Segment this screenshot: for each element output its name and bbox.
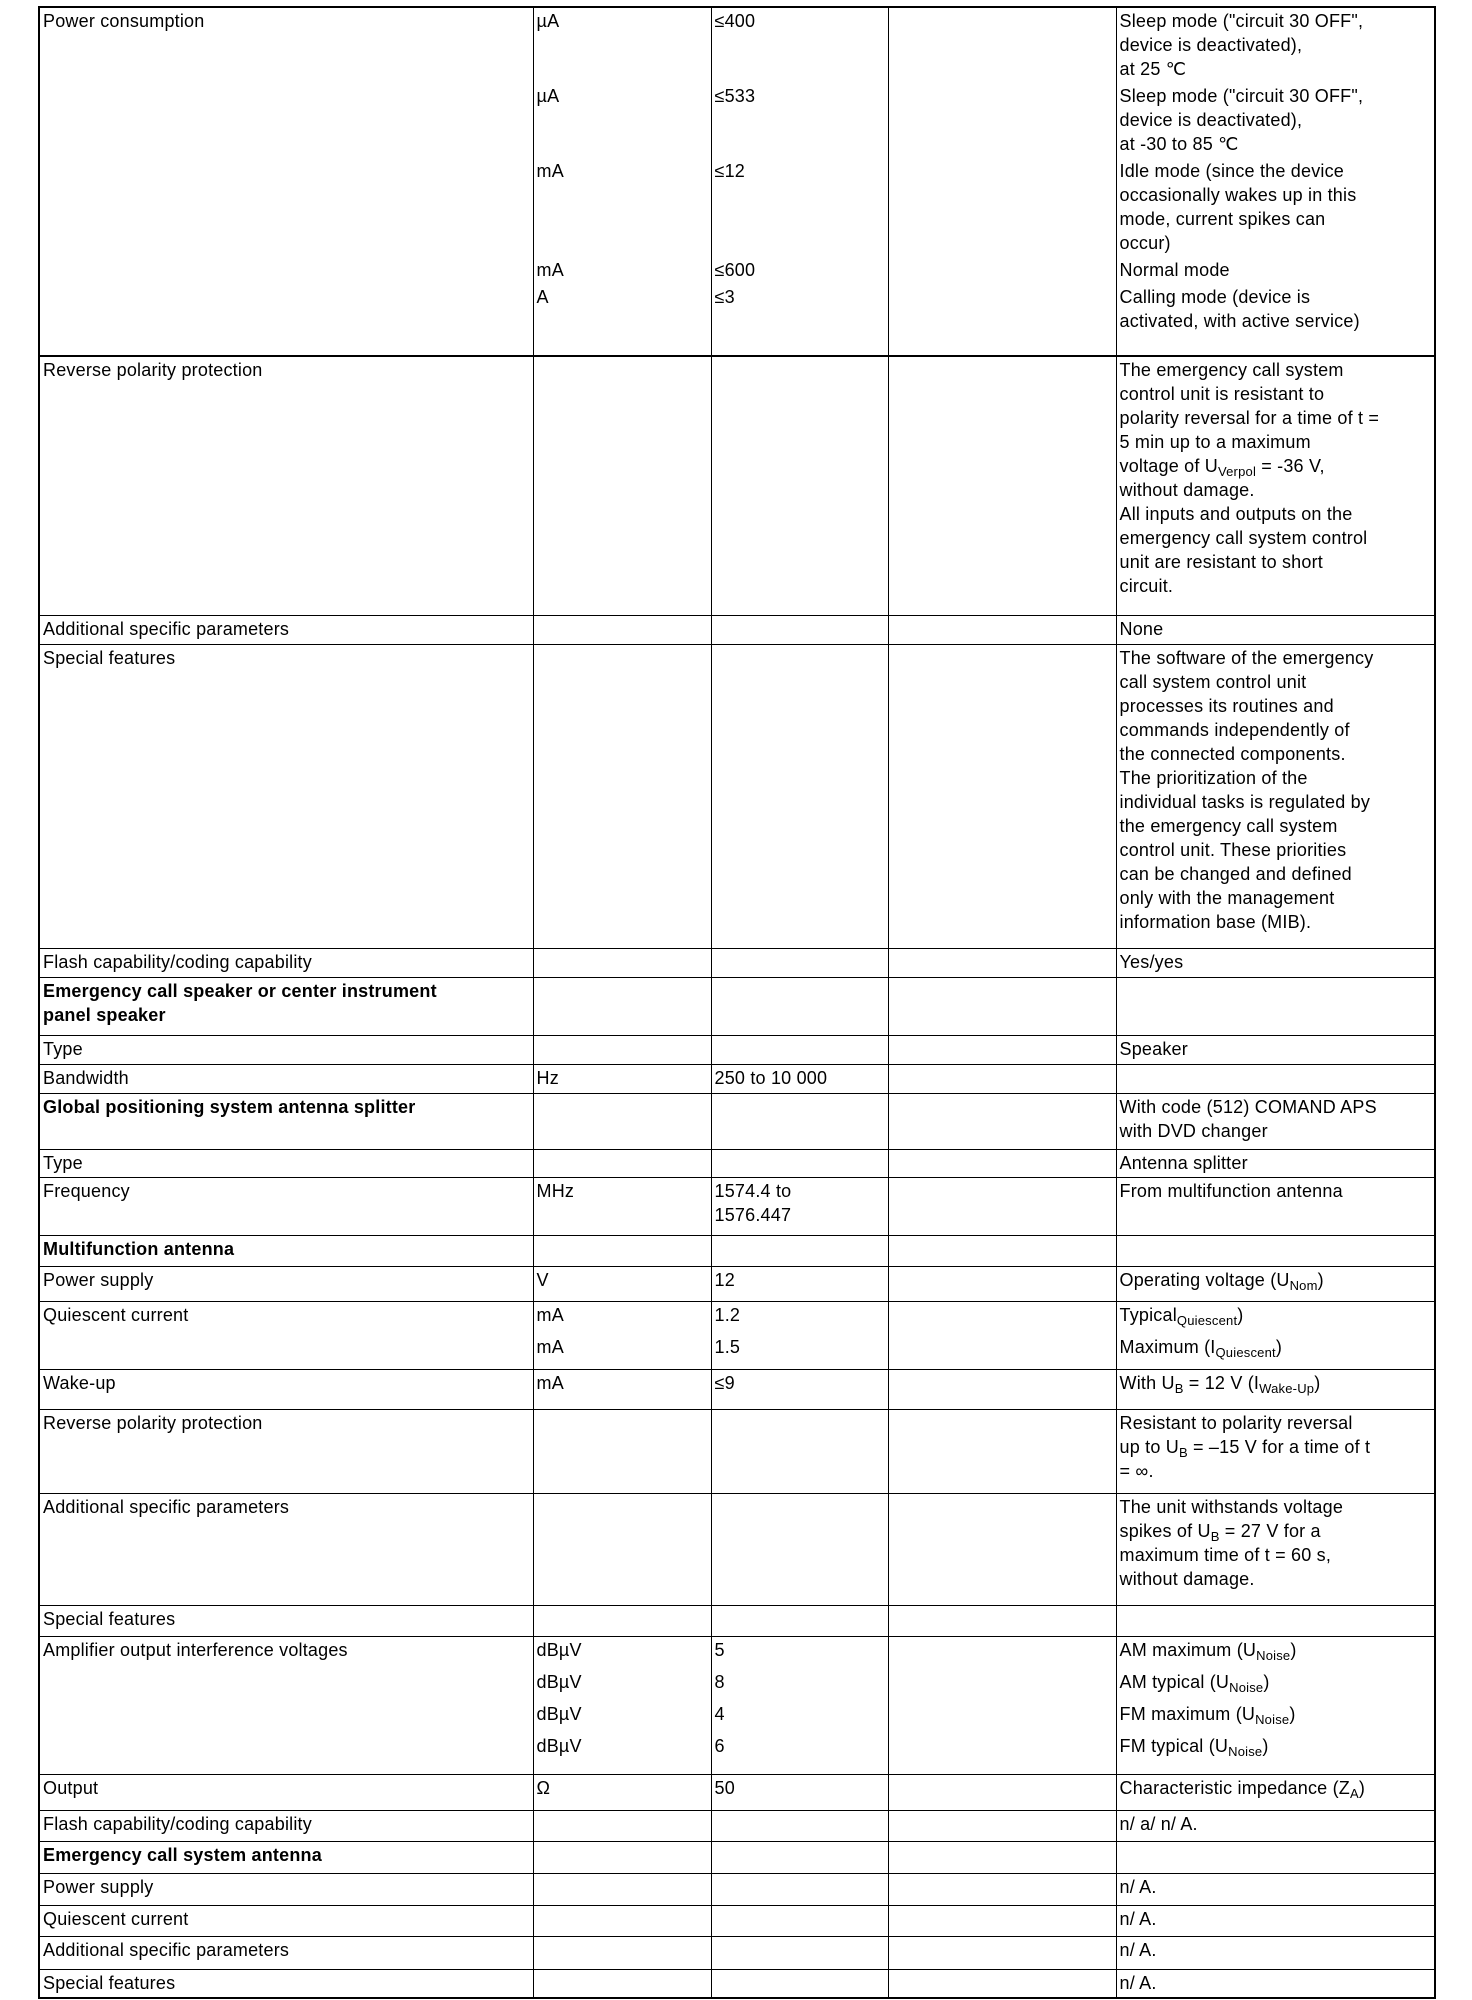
note [1120, 646, 1432, 934]
parameter-cell: Wake-up [39, 1369, 533, 1409]
note [1120, 1151, 1432, 1175]
table-row [39, 1093, 1435, 1149]
value-cell [711, 1936, 888, 1969]
blank-cell [888, 615, 1116, 644]
note-cell [1116, 1969, 1435, 1998]
parameter-cell: Quiescent current [39, 1301, 533, 1369]
table-row [39, 948, 1435, 977]
note-text: With code (512) COMAND APS with DVD changer [1119, 1096, 1377, 1141]
unit-cell [533, 1841, 711, 1873]
parameter-cell: Power supply [39, 1873, 533, 1905]
note [1120, 1638, 1432, 1670]
note-text: ) [1358, 1777, 1366, 1798]
blank-cell [888, 644, 1116, 948]
unit: dBµV [536, 1639, 582, 1660]
note-text: ) [1317, 1269, 1324, 1290]
unit-cell [533, 1266, 711, 1301]
note-text: Idle mode (since the device occasionally wakes up in this mode, current spikes can occur) [1119, 161, 1357, 253]
note [1120, 1335, 1432, 1367]
value-cell [711, 7, 888, 356]
blank-cell [888, 1369, 1116, 1409]
value: ≤12 [714, 161, 746, 181]
table-row [39, 1493, 1435, 1605]
note-subscript: Noise [1256, 1647, 1291, 1663]
note [1120, 285, 1432, 333]
note-text: Sleep mode ("circuit 30 OFF", device is deactivated), at 25 ℃ [1119, 11, 1364, 79]
note-text: None [1119, 618, 1164, 639]
value: ≤600 [714, 260, 756, 280]
unit: µA [536, 86, 560, 106]
parameter-cell: Frequency [39, 1177, 533, 1235]
unit-cell [533, 1149, 711, 1177]
blank-cell [888, 1936, 1116, 1969]
table-row [39, 1409, 1435, 1493]
unit-cell [533, 1409, 711, 1493]
note-text: Typical [1119, 1304, 1177, 1325]
note-text: n/ A. [1119, 1876, 1157, 1897]
table-row [39, 1841, 1435, 1873]
parameter-cell: Special features [39, 1605, 533, 1636]
value: ≤400 [714, 11, 756, 31]
note [1120, 1734, 1432, 1766]
note-text: ) [1314, 1372, 1321, 1393]
blank-cell [888, 1093, 1116, 1149]
unit-cell: Hz [533, 1064, 711, 1093]
table-row [39, 1301, 1435, 1369]
note-text: Maximum (I [1119, 1336, 1216, 1357]
unit: µA [536, 11, 560, 31]
value: ≤3 [714, 287, 735, 307]
parameter-cell: Special features [39, 644, 533, 948]
note-cell [1116, 7, 1435, 356]
note-cell [1116, 615, 1435, 644]
blank-cell [888, 1873, 1116, 1905]
note [1120, 1812, 1432, 1836]
note-cell [1116, 1064, 1435, 1093]
note-text: Sleep mode ("circuit 30 OFF", device is deactivated), at -30 to 85 ℃ [1119, 86, 1364, 154]
unit [537, 617, 708, 641]
note-text: ) [1263, 1671, 1270, 1692]
value: 12 [714, 1269, 735, 1290]
note [1120, 950, 1432, 974]
note [1120, 1971, 1432, 1995]
note-cell [1116, 1810, 1435, 1841]
blank-cell [888, 1035, 1116, 1064]
note [1120, 1411, 1432, 1483]
value-cell [711, 644, 888, 948]
note-cell [1116, 1235, 1435, 1266]
blank-cell [888, 1266, 1116, 1301]
value-cell [711, 1093, 888, 1149]
note [1120, 1495, 1432, 1591]
blank-cell [888, 1774, 1116, 1810]
parameter-cell: Flash capability/coding capability [39, 948, 533, 977]
note-text: FM typical (U [1119, 1735, 1229, 1756]
note-cell [1116, 1873, 1435, 1905]
note-text: The software of the emergency call system control unit processes its routines and commands independently of the connected components. The prioritization of the individual tasks is regulated by the emergency call system control unit. These priorities can be changed and defined only with the management information base (MIB). [1119, 647, 1374, 932]
unit: Ω [536, 1777, 551, 1798]
blank-cell [888, 1409, 1116, 1493]
value-cell [711, 1905, 888, 1936]
note-subscript: Noise [1255, 1711, 1290, 1727]
value [715, 1411, 885, 1483]
note-subscript: Quiescent [1176, 1312, 1238, 1328]
table-row [39, 1605, 1435, 1636]
note-subscript: Noise [1228, 1743, 1263, 1759]
unit-cell [533, 1605, 711, 1636]
note-text: Characteristic impedance (Z [1119, 1777, 1350, 1798]
note [1120, 1037, 1432, 1061]
unit-cell [533, 1774, 711, 1810]
unit [537, 1938, 708, 1962]
value-cell [711, 1493, 888, 1605]
note-cell [1116, 1493, 1435, 1605]
value-cell [711, 1266, 888, 1301]
value [715, 1495, 885, 1591]
value: 4 [714, 1703, 725, 1724]
unit-cell [533, 1636, 711, 1774]
unit [537, 1495, 708, 1591]
unit-cell [533, 1873, 711, 1905]
unit [537, 1907, 708, 1931]
note [1120, 617, 1432, 641]
table-row [39, 1969, 1435, 1998]
note-text: ) [1237, 1304, 1244, 1325]
value: ≤533 [714, 86, 756, 106]
note-subscript: Verpol [1217, 464, 1257, 479]
value-cell [711, 1636, 888, 1774]
note-text: n/ A. [1119, 1908, 1157, 1929]
value-cell [711, 1235, 888, 1266]
note-text: From multifunction antenna [1119, 1180, 1343, 1201]
note-subscript: B [1174, 1380, 1184, 1396]
note-subscript: Noise [1229, 1679, 1264, 1695]
note [1120, 1268, 1432, 1292]
note [1120, 1179, 1432, 1203]
note-text: FM maximum (U [1119, 1703, 1256, 1724]
note-cell [1116, 1605, 1435, 1636]
parameter-cell: Output [39, 1774, 533, 1810]
note [1120, 1938, 1432, 1962]
unit: mA [536, 260, 564, 280]
note-subscript: Nom [1289, 1277, 1318, 1293]
note [1120, 1907, 1432, 1931]
table-row [39, 1636, 1435, 1774]
unit-cell [533, 1035, 711, 1064]
table-row [39, 1235, 1435, 1266]
blank-cell [888, 1301, 1116, 1369]
parameter-cell: Type [39, 1035, 533, 1064]
unit: mA [536, 1372, 564, 1393]
note-cell [1116, 1177, 1435, 1235]
value-cell [711, 977, 888, 1035]
unit [537, 950, 708, 974]
parameter-cell: Bandwidth [39, 1064, 533, 1093]
parameter-cell: Reverse polarity protection [39, 1409, 533, 1493]
value [715, 646, 885, 934]
note-text: With U [1119, 1372, 1175, 1393]
value [715, 1151, 885, 1175]
value-cell [711, 1969, 888, 1998]
note-cell [1116, 1936, 1435, 1969]
note-text: Resistant to polarity reversal up to U [1119, 1412, 1353, 1457]
unit-cell [533, 1810, 711, 1841]
parameter-cell: Additional specific parameters [39, 1493, 533, 1605]
unit-cell [533, 1235, 711, 1266]
blank-cell [888, 948, 1116, 977]
parameter-cell: Quiescent current [39, 1905, 533, 1936]
note-cell [1116, 1409, 1435, 1493]
note [1120, 1670, 1432, 1702]
note [1120, 1095, 1432, 1143]
note-text: = –15 V for a time of t = ∞. [1119, 1436, 1371, 1481]
unit [537, 1971, 708, 1995]
blank-cell [888, 1810, 1116, 1841]
note-cell [1116, 1266, 1435, 1301]
note-cell [1116, 1093, 1435, 1149]
parameter-cell: Flash capability/coding capability [39, 1810, 533, 1841]
unit-cell [533, 7, 711, 356]
value: 50 [714, 1777, 735, 1798]
unit-cell [533, 1905, 711, 1936]
value-cell [711, 1841, 888, 1873]
note-subscript: B [1178, 1444, 1188, 1460]
note-text: = 27 V for a maximum time of t = 60 s, without damage. [1119, 1520, 1332, 1589]
note [1120, 1371, 1432, 1395]
note [1120, 159, 1432, 255]
value-cell [711, 1035, 888, 1064]
value-cell [711, 1774, 888, 1810]
value-cell [711, 1810, 888, 1841]
parameter-cell: Additional specific parameters [39, 615, 533, 644]
unit [537, 1875, 708, 1899]
parameter-cell: Global positioning system antenna splitter [39, 1093, 533, 1149]
parameter-cell: Power supply [39, 1266, 533, 1301]
value [715, 1907, 885, 1931]
specifications-table [38, 6, 1436, 1999]
value: 1574.4 to 1576.447 [714, 1180, 792, 1225]
note-text: AM maximum (U [1119, 1639, 1257, 1660]
value [715, 1812, 885, 1836]
unit-cell [533, 356, 711, 615]
value [715, 1875, 885, 1899]
unit [537, 1037, 708, 1061]
note-subscript: A [1349, 1785, 1359, 1801]
blank-cell [888, 1636, 1116, 1774]
note-cell [1116, 1369, 1435, 1409]
value-cell [711, 1149, 888, 1177]
unit: V [536, 1269, 549, 1290]
value-cell [711, 1301, 888, 1369]
note-cell [1116, 1636, 1435, 1774]
blank-cell [888, 1493, 1116, 1605]
table-row [39, 356, 1435, 615]
unit-cell [533, 1493, 711, 1605]
note-subscript: Quiescent [1215, 1344, 1276, 1360]
table-row [39, 1064, 1435, 1093]
blank-cell [888, 1235, 1116, 1266]
note [1120, 9, 1432, 81]
table-row [39, 1149, 1435, 1177]
blank-cell [888, 1605, 1116, 1636]
value [715, 1095, 885, 1143]
table-row [39, 644, 1435, 948]
unit-cell [533, 977, 711, 1035]
note-text: = -36 V, without damage. All inputs and outputs on the emergency call system control unit are resistant to short circuit. [1119, 456, 1368, 596]
unit: dBµV [536, 1703, 582, 1724]
value [715, 1971, 885, 1995]
unit-cell [533, 1969, 711, 1998]
unit-cell [533, 615, 711, 644]
table-row [39, 977, 1435, 1035]
value [715, 950, 885, 974]
value: ≤9 [714, 1372, 735, 1393]
blank-cell [888, 356, 1116, 615]
blank-cell [888, 1149, 1116, 1177]
parameter-cell: Power consumption [39, 7, 533, 356]
blank-cell [888, 1841, 1116, 1873]
parameter-cell: Type [39, 1149, 533, 1177]
unit-cell [533, 1177, 711, 1235]
note-subscript: Wake-Up [1259, 1380, 1315, 1396]
table-row [39, 7, 1435, 356]
note-text: Operating voltage (U [1119, 1269, 1290, 1290]
value-cell [711, 356, 888, 615]
value: 1.2 [714, 1304, 741, 1325]
parameter-cell: Reverse polarity protection [39, 356, 533, 615]
note-cell [1116, 644, 1435, 948]
note-subscript: B [1210, 1528, 1220, 1544]
note-cell [1116, 948, 1435, 977]
unit [537, 1151, 708, 1175]
note-text: = 12 V (I [1183, 1372, 1260, 1393]
note-text: The unit withstands voltage spikes of U [1119, 1496, 1344, 1541]
note-text: Yes/yes [1119, 951, 1184, 972]
table-row [39, 1266, 1435, 1301]
value-cell: 250 to 10 000 [711, 1064, 888, 1093]
note-text: AM typical (U [1119, 1671, 1230, 1692]
note-text: ) [1289, 1703, 1296, 1724]
unit-cell [533, 1093, 711, 1149]
note-cell [1116, 1774, 1435, 1810]
note [1120, 1702, 1432, 1734]
blank-cell [888, 977, 1116, 1035]
note-text: Antenna splitter [1119, 1152, 1248, 1173]
note-cell [1116, 1905, 1435, 1936]
unit [537, 1095, 708, 1143]
parameter-cell: Emergency call speaker or center instrument panel speaker [39, 977, 533, 1035]
blank-cell [888, 1905, 1116, 1936]
value: 5 [714, 1639, 725, 1660]
table-row [39, 1936, 1435, 1969]
note-cell [1116, 1841, 1435, 1873]
blank-cell [888, 1177, 1116, 1235]
unit: mA [536, 1336, 564, 1357]
value-cell [711, 1409, 888, 1493]
unit: mA [536, 1304, 564, 1325]
note-cell [1116, 977, 1435, 1035]
parameter-cell: Multifunction antenna [39, 1235, 533, 1266]
unit: mA [536, 161, 564, 181]
parameter-cell: Additional specific parameters [39, 1936, 533, 1969]
unit-cell [533, 1936, 711, 1969]
parameter-cell: Amplifier output interference voltages [39, 1636, 533, 1774]
unit [537, 646, 708, 934]
note-cell [1116, 356, 1435, 615]
note [1120, 84, 1432, 156]
note-text: n/ A. [1119, 1939, 1157, 1960]
value-cell [711, 1177, 888, 1235]
table-row [39, 615, 1435, 644]
note-text: ) [1290, 1639, 1297, 1660]
value [715, 1938, 885, 1962]
unit-cell [533, 1369, 711, 1409]
value [715, 617, 885, 641]
blank-cell [888, 7, 1116, 356]
table-row [39, 1369, 1435, 1409]
table-row [39, 1177, 1435, 1235]
value: 8 [714, 1671, 725, 1692]
unit: A [536, 287, 549, 307]
unit: MHz [536, 1180, 575, 1201]
note-text: n/ A. [1119, 1972, 1157, 1993]
parameter-cell: Special features [39, 1969, 533, 1998]
unit [537, 1812, 708, 1836]
value: 1.5 [714, 1336, 741, 1357]
note-text: n/ a/ n/ A. [1119, 1813, 1198, 1834]
table-row [39, 1810, 1435, 1841]
value-cell [711, 1605, 888, 1636]
note-text: Calling mode (device is activated, with active service) [1119, 287, 1360, 331]
blank-cell [888, 1064, 1116, 1093]
note [1120, 1303, 1432, 1335]
value-cell [711, 948, 888, 977]
value [715, 1037, 885, 1061]
note-text: The emergency call system control unit is resistant to polarity reversal for a time of t = 5 min up to a maximum voltage of U [1119, 360, 1380, 476]
unit [537, 1411, 708, 1483]
note [1120, 358, 1432, 598]
unit: dBµV [536, 1735, 582, 1756]
unit: dBµV [536, 1671, 582, 1692]
table-row [39, 1035, 1435, 1064]
unit-cell [533, 644, 711, 948]
unit-cell [533, 1301, 711, 1369]
note [1120, 1776, 1432, 1800]
note [1120, 258, 1432, 282]
note-cell [1116, 1149, 1435, 1177]
value-cell [711, 1873, 888, 1905]
note-cell [1116, 1301, 1435, 1369]
value-cell [711, 615, 888, 644]
note-text: ) [1275, 1336, 1283, 1357]
value-cell [711, 1369, 888, 1409]
note [1120, 1875, 1432, 1899]
table-row [39, 1905, 1435, 1936]
unit-cell [533, 948, 711, 977]
value [715, 358, 885, 598]
table-row [39, 1774, 1435, 1810]
note-text: Speaker [1119, 1038, 1188, 1059]
parameter-cell: Emergency call system antenna [39, 1841, 533, 1873]
note-cell [1116, 1035, 1435, 1064]
value: 6 [714, 1735, 725, 1756]
unit [537, 358, 708, 598]
note-text: ) [1262, 1735, 1269, 1756]
table-row [39, 1873, 1435, 1905]
note-text: Normal mode [1119, 260, 1230, 280]
blank-cell [888, 1969, 1116, 1998]
